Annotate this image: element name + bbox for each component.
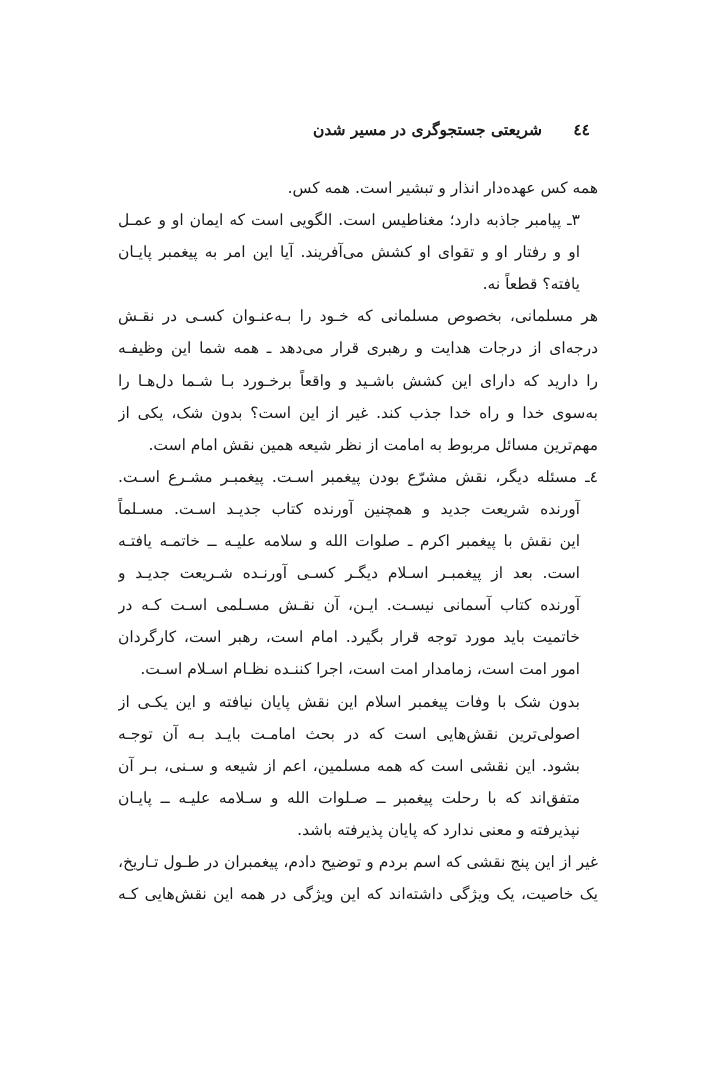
text-line: متفق‌اند که با رحلت پیغمبر ــ صـلوات الله و سـلامه علیـه ــ پایـان [118,788,580,807]
text-line: ٣ـ پیامبر جاذبه دارد؛ مغناطیس است. الگویی است که ایمان او و عمـل [118,211,580,230]
text-line: بشود. این نقشی است که همه مسلمین، اعم از شیعه و سـنی، بـر آن [118,756,580,775]
page-header [313,120,590,139]
text-line: این نقش با پیغمبر اکرم ـ صلوات الله و سلامه علیـه ــ خاتمـه یافتـه [118,532,580,551]
text-line: اصولی‌ترین نقش‌هایی است که در بحث امامـت بایـد بـه آن توجـه [118,724,580,743]
text-line: یافته؟ قطعاً نه. [482,275,580,294]
text-line: به‌سوی خدا و راه خدا جذب کند. غیر از این است؟ بدون شک، یکی از [118,403,598,422]
text-line: امور امت است، زمامدار امت است، اجرا کننـده نظـام اسـلام اسـت. [140,660,580,679]
text-line: است. بعد از پیغمبـر اسـلام دیگـر کسـی آورنـده شـریعت جدیـد و [118,564,580,583]
text-line: بدون شک با وفات پیغمبر اسلام این نقش پایان نیافته و این یکـی از [118,692,580,711]
text-line: غیر از این پنج نقشی که اسم بردم و توضیح دادم، پیغمبران در طـول تـاریخ، [118,852,598,871]
text-line: هر مسلمانی، بخصوص مسلمانی که خـود را بـه‌عنـوان کسـی در نقـش [118,307,598,326]
running-title: شریعتی جستجوگری در مسیر شدن [313,120,542,139]
text-line: همه کس عهده‌دار انذار و تبشیر است. همه کس. [287,179,598,197]
text-line: نپذیرفته و معنی ندارد که پایان پذیرفته باشد. [297,820,580,839]
text-line: مهم‌ترین مسائل مربوط به امامت از نظر شیعه همین نقش امام است. [148,435,598,454]
text-line: او و رفتار او و تقوای او کشش می‌آفریند. آیا این امر به پیغمبر پایـان [118,243,580,262]
text-line: ٤ـ مسئله دیگر، نقش مشرّع بودن پیغمبر اسـت. پیغمبـر مشـرع اسـت. [118,467,598,486]
text-line: درجه‌ای از درجات هدایت و رهبری قرار می‌دهد ـ همه شما این وظیفـه [118,339,598,358]
text-line: آورنده شریعت جدید و همچنین آورنده کتاب جدیـد اسـت. مسـلماً [118,499,580,518]
text-line: خاتمیت باید مورد توجه قرار بگیرد. امام است، رهبر است، کارگردان [118,628,580,647]
text-line: یک خاصیت، یک ویژگی داشته‌اند که این ویژگی در همه این نقش‌هایی کـه [118,885,598,904]
body-text [118,172,598,910]
text-line: را دارید که دارای این کشش باشـید و واقعاً برخـورد بـا شـما دل‌هـا را [118,371,598,390]
page-number: ٤٤ [573,120,590,139]
text-line: آورنده کتاب آسمانی نیسـت. ایـن، آن نقـش مسـلمی اسـت کـه در [118,596,580,615]
